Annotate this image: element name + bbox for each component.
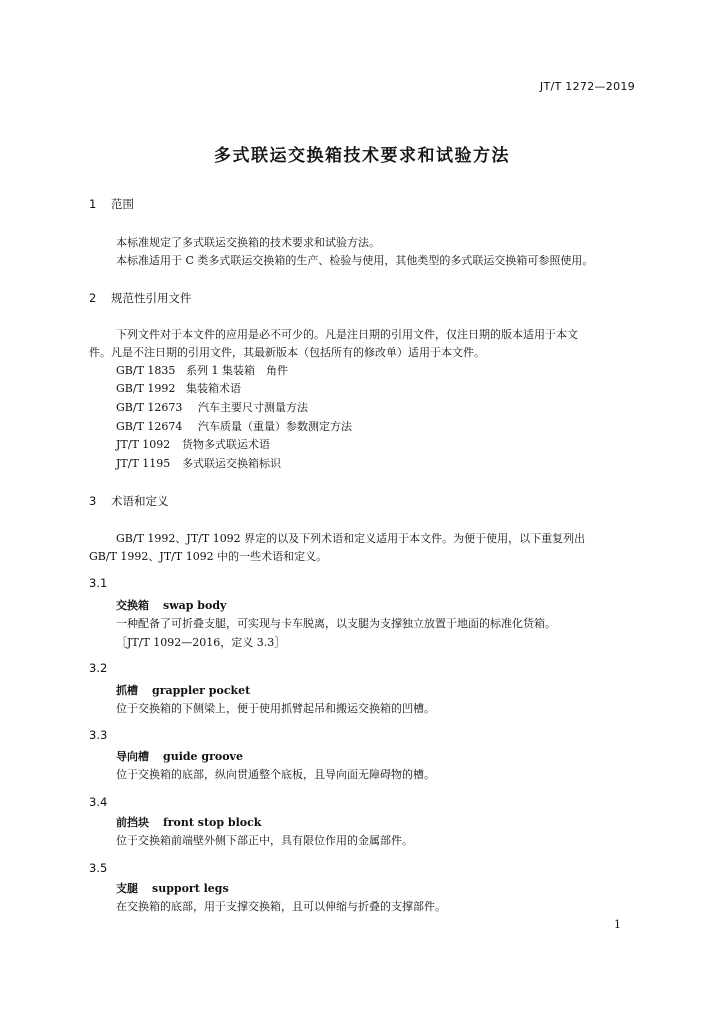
term-definition: 一种配备了可折叠支腿，可实现与卡车脱离，以支腿为支撑独立放置于地面的标准化货箱。 (116, 617, 556, 630)
term-zh: 导向槽 (116, 750, 149, 763)
paragraph: 下列文件对于本文件的应用是必不可少的。凡是注日期的引用文件，仅注日期的版本适用于本文 (116, 328, 578, 341)
paragraph: GB/T 1992、JT/T 1092 中的一些术语和定义。 (89, 550, 328, 563)
term-zh: 支腿 (116, 882, 138, 895)
reference-title: 多式联运交换箱标识 (182, 457, 281, 470)
reference-item (116, 399, 308, 415)
reference-title: 汽车质量（重量）参数测定方法 (198, 420, 352, 433)
section-title: 范围 (111, 197, 134, 211)
term-heading (116, 748, 243, 764)
term-definition: 位于交换箱的底部，纵向贯通整个底板，且导向面无障碍物的槽。 (116, 768, 435, 781)
reference-item (116, 436, 270, 452)
reference-code: JT/T 1195 (116, 457, 171, 470)
term-source: ［JT/T 1092—2016，定义 3.3］ (116, 636, 286, 649)
term-number: 3.2 (89, 661, 108, 675)
standard-code: JT/T 1272—2019 (539, 80, 635, 93)
reference-title: 系列 1 集装箱 角件 (186, 364, 288, 377)
term-heading (116, 814, 261, 830)
term-number: 3.4 (89, 795, 108, 809)
term-en: grappler pocket (152, 684, 251, 697)
term-heading (116, 880, 229, 896)
reference-code: GB/T 12673 (116, 401, 183, 414)
section-number: 3 (89, 494, 97, 508)
reference-item (116, 455, 281, 471)
reference-title: 集装箱术语 (186, 382, 241, 395)
term-definition: 在交换箱的底部，用于支撑交换箱，且可以伸缩与折叠的支撑部件。 (116, 900, 446, 913)
section-1-heading (89, 196, 134, 212)
reference-item (116, 418, 352, 434)
reference-title: 汽车主要尺寸测量方法 (198, 401, 308, 414)
reference-code: GB/T 12674 (116, 420, 183, 433)
section-title: 术语和定义 (111, 494, 169, 508)
section-2-heading (89, 290, 192, 306)
paragraph: GB/T 1992、JT/T 1092 界定的以及下列术语和定义适用于本文件。为便于使用，以下重复列出 (116, 532, 586, 545)
term-number: 3.1 (89, 576, 108, 590)
term-number: 3.3 (89, 728, 108, 742)
section-number: 1 (89, 197, 97, 211)
reference-item (116, 380, 241, 396)
reference-code: GB/T 1835 (116, 364, 176, 377)
term-definition: 位于交换箱前端壁外侧下部正中，具有限位作用的金属部件。 (116, 834, 413, 847)
term-number: 3.5 (89, 861, 108, 875)
paragraph: 本标准适用于 C 类多式联运交换箱的生产、检验与使用，其他类型的多式联运交换箱可参照使用。 (116, 254, 594, 267)
section-number: 2 (89, 291, 97, 305)
term-zh: 交换箱 (116, 599, 149, 612)
term-en: front stop block (163, 816, 262, 829)
reference-code: JT/T 1092 (116, 438, 171, 451)
reference-code: GB/T 1992 (116, 382, 176, 395)
section-title: 规范性引用文件 (111, 291, 192, 305)
section-3-heading (89, 493, 169, 509)
term-en: swap body (163, 599, 227, 612)
paragraph: 本标准规定了多式联运交换箱的技术要求和试验方法。 (116, 236, 380, 249)
term-heading (116, 682, 250, 698)
page-number: 1 (614, 918, 621, 931)
term-en: guide groove (163, 750, 243, 763)
term-en: support legs (152, 882, 229, 895)
reference-item (116, 362, 288, 378)
document-title: 多式联运交换箱技术要求和试验方法 (214, 146, 510, 166)
term-zh: 前挡块 (116, 816, 149, 829)
term-zh: 抓槽 (116, 684, 138, 697)
term-definition: 位于交换箱的下侧梁上，便于使用抓臂起吊和搬运交换箱的凹槽。 (116, 702, 435, 715)
paragraph: 件。凡是不注日期的引用文件，其最新版本（包括所有的修改单）适用于本文件。 (89, 346, 485, 359)
term-heading (116, 597, 226, 613)
reference-title: 货物多式联运术语 (182, 438, 270, 451)
